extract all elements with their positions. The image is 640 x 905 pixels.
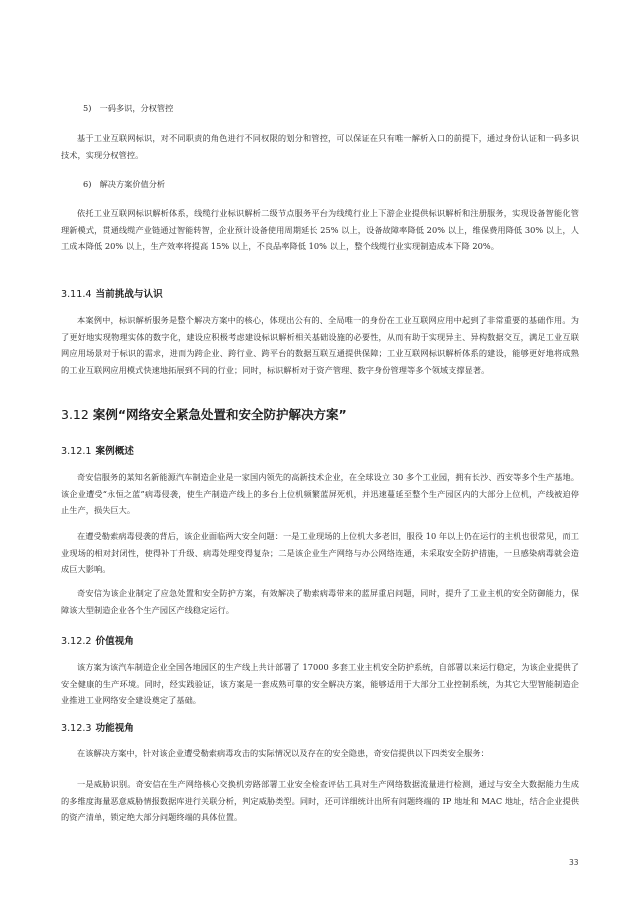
section-title: 价值视角 <box>95 636 134 647</box>
page-number: 33 <box>569 858 579 867</box>
section-3-12-3-paragraph-2: 一是威胁识别。奇安信在生产网络核心交换机旁路部署工业安全检查评估工具对生产网络数据流量进行检测，通过与安全大数据能力生成的多维度海量恶意威胁情报数据库进行关联分析，判定威胁类型。同时，还可详细统计出所有问题终端的 IP 地址和 MAC 地址，结合企业提供的资产清单，锁定绝大部分问题终端的具体位置。 <box>61 779 579 822</box>
list-item-5-heading: 5) 一码多识，分权管控 <box>83 103 174 113</box>
section-3-11-4-text: 本案例中，标识解析服务是整个解决方案中的核心，体现出公有的、全局唯一的身份在工业互联网应用中起到了非常重要的基础作用。为了更好地实现物理实体的数字化，建设应积极考虑建设标识解析相关基础设施的必要性，从而有助于实现异主、异构数据交互，满足工业互联网应用场景对于标识的需求，进而为跨企业、跨行业、跨平台的数据互联互通提供保障；工业互联网标识解析体系的建设，能够更好地将成熟的工业互联网应用模式快速地拓展到不同的行业；同时，标识解析对于资产管理、数字身份管理等多个领域支撑显著。 <box>61 315 579 375</box>
list-item-6-text: 依托工业互联网标识解析体系，线缆行业标识解析二级节点服务平台为线缆行业上下游企业提供标识解析和注册服务，实现设备智能化管理新模式，贯通线缆产业链通过智能转智，企业预计设备使用周期延长 25% 以上，设备故障率降低 20% 以上，维保费用降低 30% 以上，人工成本降低 20% 以上，生产效率将提高 15% 以上，不良品率降低 10% 以上，整个线缆行业实现制造成本下降 20%。 <box>61 208 579 251</box>
section-number: 3.12 <box>61 407 89 422</box>
section-3-12-1-paragraph-3: 奇安信为该企业制定了应急处置和安全防护方案，有效解决了勒索病毒带来的蓝屏重启问题，同时，提升了工业主机的安全防御能力，保障该大型制造企业各个生产园区产线稳定运行。 <box>61 588 579 615</box>
section-3-12-3-paragraph-1: 在该解决方案中，针对该企业遭受勒索病毒攻击的实际情况以及存在的安全隐患，奇安信提供以下四类安全服务： <box>77 748 489 758</box>
section-3-12-3-heading <box>61 720 134 734</box>
section-title: 案例概述 <box>95 446 134 457</box>
section-title: 当前挑战与认识 <box>95 289 163 300</box>
section-number: 3.12.3 <box>61 723 92 734</box>
section-3-12-1-paragraph-1: 奇安信服务的某知名新能源汽车制造企业是一家国内领先的高新技术企业，在全球设立 30 多个工业园，拥有长沙、西安等多个生产基地。该企业遭受“永恒之蓝”病毒侵袭，使生产制造产线上的多台上位机频繁蓝屏死机，并迅速蔓延至整个生产园区内的大部分上位机，产线被迫停止生产，损失巨大。 <box>61 472 579 515</box>
section-3-12-heading <box>61 405 347 423</box>
section-number: 3.12.1 <box>61 446 92 457</box>
list-item-6-heading: 6) 解决方案价值分析 <box>83 179 166 189</box>
section-title: 案例“网络安全紧急处置和安全防护解决方案” <box>92 407 347 422</box>
section-3-12-2-text: 该方案为该汽车制造企业全国各地园区的生产线上共计部署了 17000 多套工业主机安全防护系统，自部署以来运行稳定，为该企业提供了安全健康的生产环境。同时，经实践验证，该方案是一套成熟可靠的安全解决方案，能够适用于大部分工业控制系统，为其它大型智能制造企业推进工业网络安全建设奠定了基础。 <box>61 662 579 705</box>
section-number: 3.12.2 <box>61 636 92 647</box>
section-3-12-1-heading <box>61 443 134 457</box>
section-3-11-4-heading <box>61 286 163 300</box>
section-number: 3.11.4 <box>61 289 92 300</box>
list-item-5-text: 基于工业互联网标识，对不同职责的角色进行不同权限的划分和管控，可以保证在只有唯一解析入口的前提下，通过身份认证和一码多识技术，实现分权管控。 <box>61 133 579 160</box>
section-3-12-2-heading <box>61 633 134 647</box>
section-title: 功能视角 <box>95 723 134 734</box>
section-3-12-1-paragraph-2: 在遭受勒索病毒侵袭的背后，该企业面临两大安全问题：一是工业现场的上位机大多老旧，服役 10 年以上仍在运行的主机也很常见，而工业现场的相对封闭性，使得补丁升级、病毒处理变得复杂；二是该企业生产网络与办公网络连通，未采取安全防护措施，一旦感染病毒就会造成巨大影响。 <box>61 531 579 574</box>
